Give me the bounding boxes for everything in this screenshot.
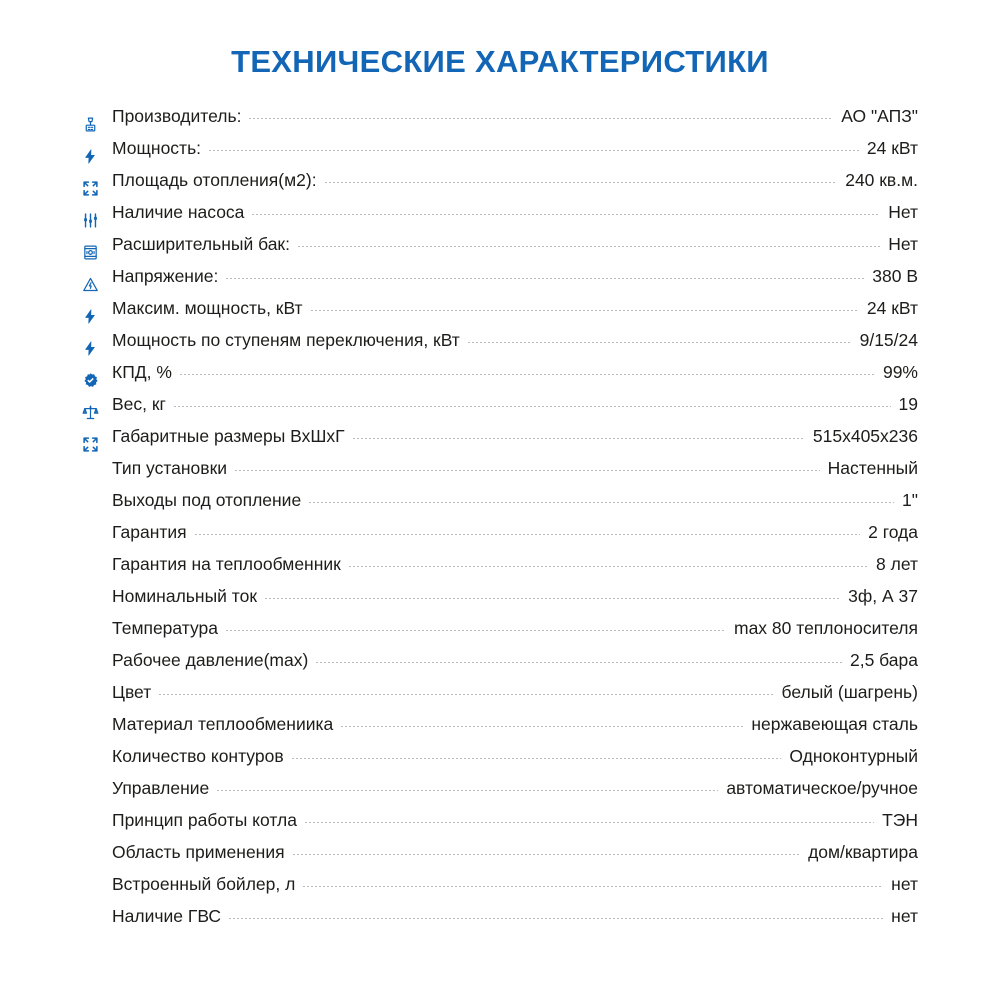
spec-row — [82, 812, 918, 844]
dotted-leader — [225, 630, 726, 631]
spec-row — [82, 844, 918, 876]
dotted-leader — [179, 374, 875, 375]
spec-icon-empty — [82, 850, 112, 870]
dotted-leader — [208, 150, 859, 151]
spec-icon-empty — [82, 626, 112, 646]
spec-row — [82, 428, 918, 460]
spec-icon-empty — [82, 818, 112, 838]
spec-label: КПД, % — [112, 362, 172, 382]
spec-icon-empty — [82, 466, 112, 486]
dotted-leader — [324, 182, 838, 183]
spec-label: Температура — [112, 618, 218, 638]
dotted-leader — [194, 534, 860, 535]
spec-icon-empty — [82, 722, 112, 742]
spec-value: Нет — [888, 202, 918, 222]
spec-value: 380 В — [872, 266, 918, 286]
spec-row — [82, 236, 918, 268]
spec-row — [82, 748, 918, 780]
dotted-leader — [308, 502, 894, 503]
spec-value: 2 года — [868, 522, 918, 542]
spec-value: 24 кВт — [866, 298, 918, 318]
page-title: ТЕХНИЧЕСКИЕ ХАРАКТЕРИСТИКИ — [231, 44, 769, 79]
spec-label: Область применения — [112, 842, 285, 862]
spec-label: Тип установки — [112, 458, 228, 478]
lightning-bolt-icon — [82, 306, 112, 326]
spec-row — [82, 396, 918, 428]
spec-icon-empty — [82, 498, 112, 518]
spec-row — [82, 140, 918, 172]
spec-row — [82, 556, 918, 588]
spec-value: белый (шагрень) — [781, 682, 918, 702]
spec-icon-empty — [82, 562, 112, 582]
spec-icon-empty — [82, 882, 112, 902]
spec-label: Площадь отопления(м2): — [112, 170, 317, 190]
factory-icon — [82, 114, 112, 134]
dotted-leader — [228, 918, 883, 919]
dotted-leader — [302, 886, 883, 887]
lightning-bolt-icon — [82, 338, 112, 358]
spec-label: Цвет — [112, 682, 152, 702]
spec-row — [82, 876, 918, 908]
spec-icon-empty — [82, 530, 112, 550]
dotted-leader — [216, 790, 718, 791]
spec-value: 19 — [898, 394, 918, 414]
spec-icon-empty — [82, 914, 112, 934]
dotted-leader — [225, 278, 864, 279]
dotted-leader — [248, 118, 833, 119]
specifications-list — [82, 108, 918, 940]
spec-row — [82, 204, 918, 236]
dotted-leader — [292, 854, 800, 855]
spec-value: нержавеющая сталь — [751, 714, 918, 734]
spec-row — [82, 652, 918, 684]
spec-value: 3ф, А 37 — [848, 586, 918, 606]
spec-value: 515x405x236 — [812, 426, 918, 446]
spec-label: Принцип работы котла — [112, 810, 297, 830]
spec-label: Вес, кг — [112, 394, 166, 414]
spec-icon-empty — [82, 594, 112, 614]
spec-row — [82, 716, 918, 748]
spec-label: Количество контуров — [112, 746, 284, 766]
dotted-leader — [467, 342, 852, 343]
spec-value: нет — [891, 906, 918, 926]
spec-label: Мощность по ступеням переключения, кВт — [112, 330, 460, 350]
spec-label: Рабочее давление(max) — [112, 650, 309, 670]
sliders-icon — [82, 210, 112, 230]
spec-label: Материал теплообмениика — [112, 714, 334, 734]
spec-label: Габаритные размеры ВхШхГ — [112, 426, 345, 446]
dotted-leader — [264, 598, 840, 599]
spec-value: Нет — [888, 234, 918, 254]
dotted-leader — [310, 310, 859, 311]
spec-row — [82, 300, 918, 332]
warning-triangle-icon — [82, 274, 112, 294]
spec-value: 2,5 бара — [849, 650, 918, 670]
spec-row — [82, 620, 918, 652]
dotted-leader — [304, 822, 874, 823]
tank-icon — [82, 242, 112, 262]
badge-check-icon — [82, 370, 112, 390]
spec-value: 9/15/24 — [859, 330, 918, 350]
expand-arrows-icon — [82, 178, 112, 198]
spec-row — [82, 268, 918, 300]
dotted-leader — [340, 726, 743, 727]
scales-icon — [82, 402, 112, 422]
spec-label: Управление — [112, 778, 210, 798]
spec-value: АО "АПЗ" — [841, 106, 918, 126]
spec-row — [82, 684, 918, 716]
dotted-leader — [297, 246, 880, 247]
spec-value: Настенный — [827, 458, 918, 478]
lightning-bolt-icon — [82, 146, 112, 166]
spec-label: Наличие ГВС — [112, 906, 222, 926]
spec-value: 24 кВт — [866, 138, 918, 158]
spec-row — [82, 780, 918, 812]
spec-row — [82, 524, 918, 556]
spec-value: 8 лет — [876, 554, 918, 574]
dotted-leader — [234, 470, 820, 471]
spec-value: Одноконтурный — [789, 746, 918, 766]
dotted-leader — [158, 694, 773, 695]
spec-label: Гарантия — [112, 522, 187, 542]
spec-row — [82, 364, 918, 396]
spec-value: 240 кв.м. — [845, 170, 918, 190]
spec-icon-empty — [82, 690, 112, 710]
dotted-leader — [352, 438, 805, 439]
spec-row — [82, 492, 918, 524]
spec-label: Максим. мощность, кВт — [112, 298, 303, 318]
spec-value: ТЭН — [882, 810, 918, 830]
dotted-leader — [291, 758, 782, 759]
spec-icon-empty — [82, 658, 112, 678]
spec-label: Выходы под отопление — [112, 490, 302, 510]
spec-label: Встроенный бойлер, л — [112, 874, 296, 894]
spec-row — [82, 588, 918, 620]
spec-label: Наличие насоса — [112, 202, 245, 222]
spec-label: Расширительный бак: — [112, 234, 290, 254]
dotted-leader — [315, 662, 842, 663]
spec-value: дом/квартира — [808, 842, 918, 862]
spec-row — [82, 172, 918, 204]
spec-icon-empty — [82, 786, 112, 806]
spec-label: Гарантия на теплообменник — [112, 554, 341, 574]
spec-row — [82, 908, 918, 940]
spec-value: автоматическое/ручное — [726, 778, 918, 798]
dotted-leader — [251, 214, 880, 215]
spec-value: 99% — [882, 362, 918, 382]
spec-label: Производитель: — [112, 106, 242, 126]
dotted-leader — [173, 406, 891, 407]
spec-row — [82, 332, 918, 364]
spec-row — [82, 460, 918, 492]
spec-value: max 80 теплоносителя — [734, 618, 918, 638]
spec-value: 1" — [902, 490, 918, 510]
spec-value: нет — [891, 874, 918, 894]
spec-row — [82, 108, 918, 140]
spec-icon-empty — [82, 754, 112, 774]
dotted-leader — [348, 566, 868, 567]
expand-arrows-icon — [82, 434, 112, 454]
spec-label: Мощность: — [112, 138, 202, 158]
spec-label: Номинальный ток — [112, 586, 257, 606]
spec-label: Напряжение: — [112, 266, 219, 286]
